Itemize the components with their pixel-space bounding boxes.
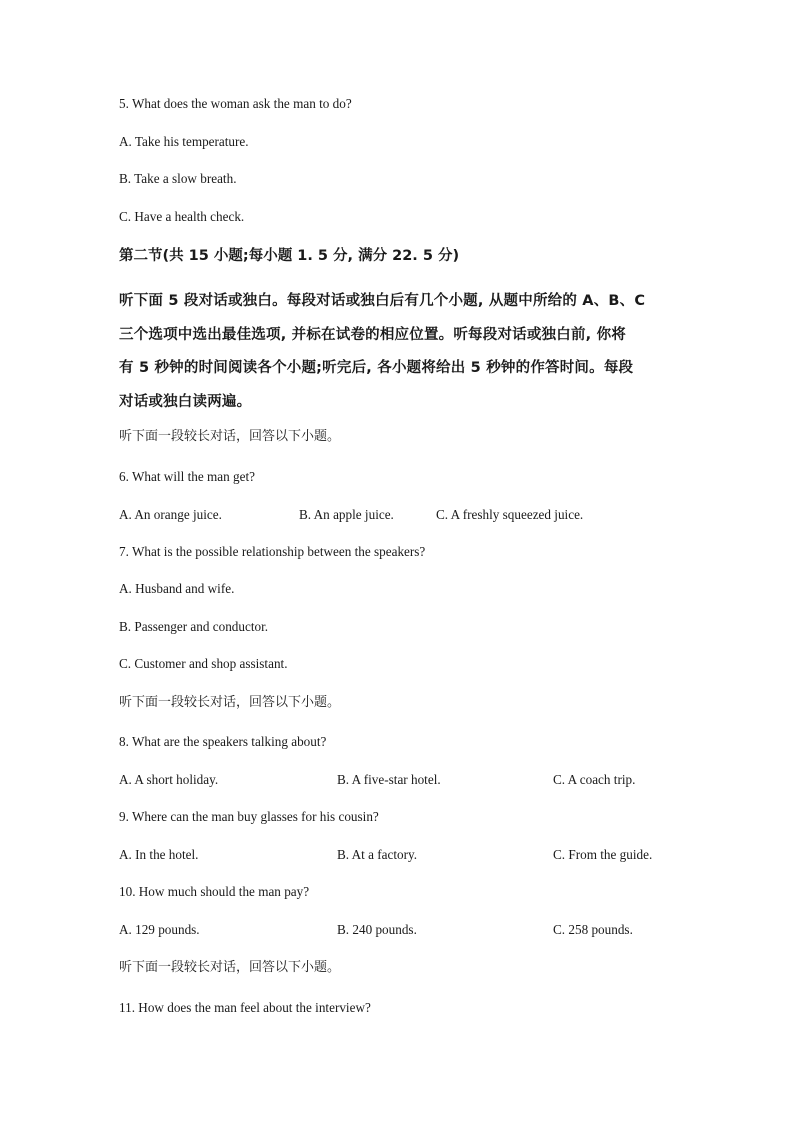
question-9: 9. Where can the man buy glasses for his cousin?: [119, 809, 379, 824]
question-11: 11. How does the man feel about the interview?: [119, 1000, 371, 1015]
q5-option-a: A. Take his temperature.: [119, 134, 249, 149]
dialogue-prompt-3: 听下面一段较长对话，回答以下小题。: [119, 960, 341, 975]
q5-option-c: C. Have a health check.: [119, 209, 245, 224]
q8-option-c: C. A coach trip.: [553, 772, 636, 787]
dialogue-prompt-1: 听下面一段较长对话，回答以下小题。: [119, 429, 341, 444]
q6-option-a: A. An orange juice.: [119, 507, 222, 522]
q9-option-c: C. From the guide.: [553, 847, 653, 862]
dialogue-prompt-2: 听下面一段较长对话，回答以下小题。: [119, 695, 341, 710]
section-2-instructions: [119, 285, 679, 419]
instructions-line-1: 听下面 5 段对话或独白。每段对话或独白后有几个小题, 从题中所给的 A、B、C: [119, 293, 646, 309]
q8-option-b: B. A five-star hotel.: [337, 772, 441, 787]
q7-option-a: A. Husband and wife.: [119, 581, 235, 596]
q7-option-c: C. Customer and shop assistant.: [119, 656, 288, 671]
q7-option-b: B. Passenger and conductor.: [119, 619, 269, 634]
q9-option-b: B. At a factory.: [337, 847, 418, 862]
q6-option-c: C. A freshly squeezed juice.: [436, 507, 584, 522]
q10-option-a: A. 129 pounds.: [119, 922, 200, 937]
q6-option-b: B. An apple juice.: [299, 507, 394, 522]
question-10: 10. How much should the man pay?: [119, 884, 310, 899]
instructions-line-2: 三个选项中选出最佳选项, 并标在试卷的相应位置。听每段对话或独白前, 你将: [119, 326, 627, 343]
q5-option-b: B. Take a slow breath.: [119, 171, 237, 186]
instructions-line-4: 对话或独白读两遍。: [119, 393, 252, 410]
section-2-heading: 第二节(共 15 小题;每小题 1. 5 分, 满分 22. 5 分): [119, 248, 460, 264]
q10-option-c: C. 258 pounds.: [553, 922, 633, 937]
q9-option-a: A. In the hotel.: [119, 847, 199, 862]
question-8: 8. What are the speakers talking about?: [119, 734, 327, 749]
q10-option-b: B. 240 pounds.: [337, 922, 417, 937]
q8-option-a: A. A short holiday.: [119, 772, 219, 787]
question-7: 7. What is the possible relationship between the speakers?: [119, 544, 426, 559]
question-5: 5. What does the woman ask the man to do?: [119, 96, 352, 111]
question-6: 6. What will the man get?: [119, 469, 255, 484]
instructions-line-3: 有 5 秒钟的时间阅读各个小题;听完后, 各小题将给出 5 秒钟的作答时间。每段: [119, 360, 634, 376]
